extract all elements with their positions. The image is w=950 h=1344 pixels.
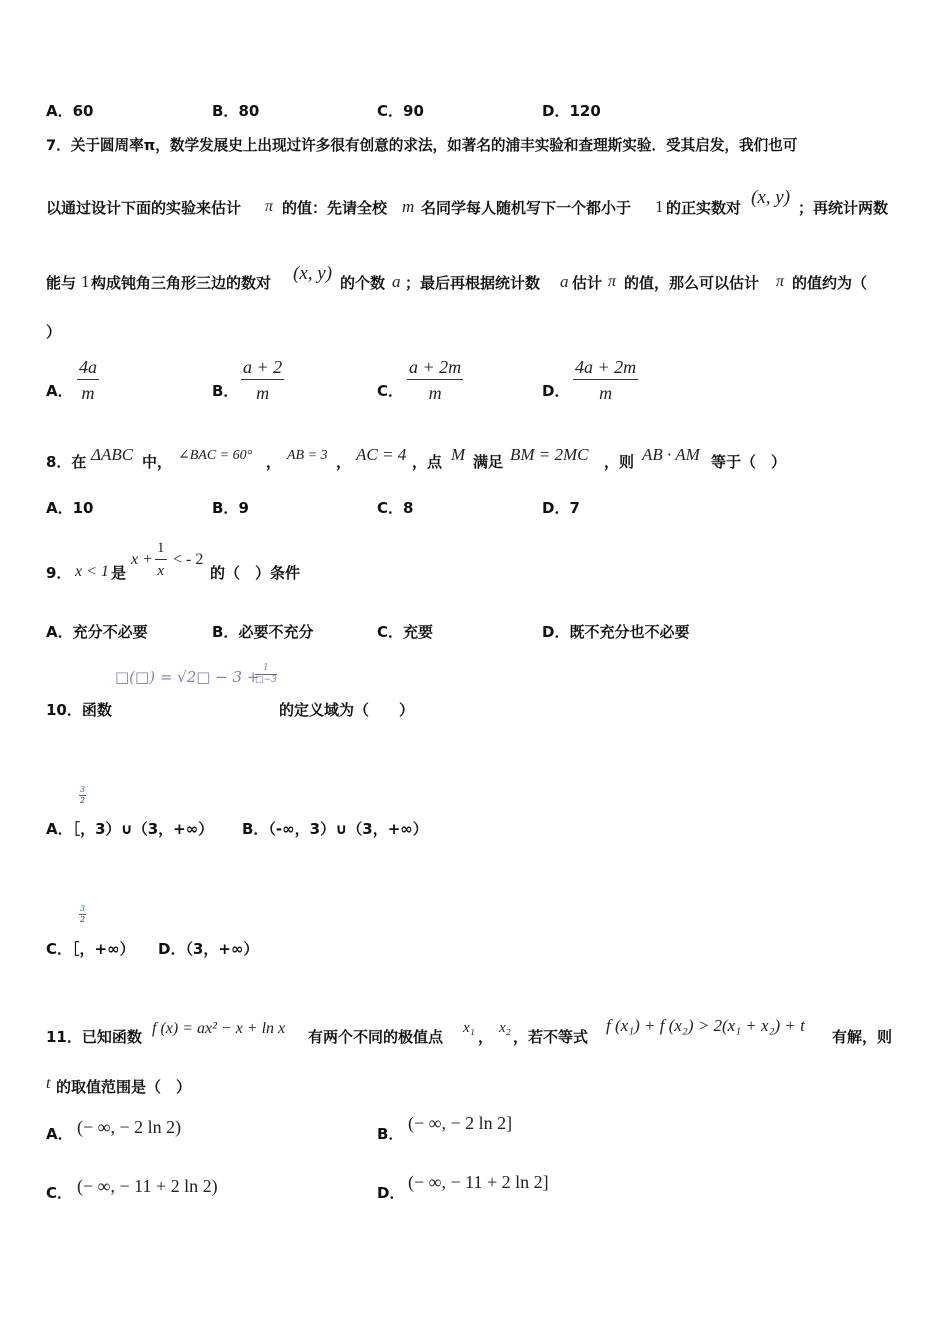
q7-line-2c: 名同学每人随机写下一个都小于 xyxy=(421,199,632,217)
q7-option-b-letter[interactable]: B． xyxy=(212,382,239,400)
q8-then: ，则 xyxy=(604,453,635,471)
q7-a: a xyxy=(392,272,401,291)
q7-line-3e: 估计 xyxy=(572,274,603,292)
q7-line-3c: 的个数 xyxy=(340,274,386,292)
q8-prefix: 8．在 xyxy=(46,453,87,471)
q10-option-b[interactable]: B．（-∞，3）∪（3，+∞） xyxy=(242,820,428,838)
q7-a-b: a xyxy=(560,272,569,291)
q7-option-d-letter[interactable]: D． xyxy=(542,382,570,400)
q10-prefix: 10．函数 xyxy=(46,701,112,719)
q8-condition: BM = 2MC xyxy=(510,445,589,464)
q7-line-3b: 构成钝角三角形三边的数对 xyxy=(91,274,272,292)
q7-line-1: 7．关于圆周率π，数学发展史上出现过许多很有创意的求法，如著名的浦丰实验和查理斯实验．受其启发，我们也可 xyxy=(46,137,798,154)
q7-option-a-letter[interactable]: A． xyxy=(46,382,73,400)
q7-pi-b: π xyxy=(608,273,617,290)
q10-option-c-fraction: 3 2 xyxy=(80,904,86,924)
q9-condition-1: x < 1 xyxy=(75,563,109,580)
q9-less-than: < - 2 xyxy=(173,551,204,568)
q6-option-a[interactable]: A．60 xyxy=(46,102,94,120)
q11-option-b-letter[interactable]: B． xyxy=(377,1125,404,1143)
q7-line-2e: ；再统计两数 xyxy=(798,199,889,217)
q7-line-2b: 的值：先请全校 xyxy=(282,199,388,217)
q7-line-3g: 的值约为（ xyxy=(792,274,868,292)
q9-option-d[interactable]: D．既不充分也不必要 xyxy=(542,623,690,641)
q11-inequality: f (x₁) + f (x₂) > 2(x₁ + x₂) + t xyxy=(606,1016,805,1035)
q11-comma: ， xyxy=(478,1028,494,1046)
q9-suffix: 的（ ）条件 xyxy=(210,564,301,582)
q10-suffix: 的定义域为（ ） xyxy=(279,701,415,719)
q7-m: m xyxy=(402,197,415,216)
q7-one-b: 1 xyxy=(81,272,90,291)
q8-option-a[interactable]: A．10 xyxy=(46,499,94,517)
q11-option-c[interactable]: (− ∞, − 11 + 2 ln 2) xyxy=(77,1176,218,1196)
q8-mid: 中， xyxy=(142,453,173,471)
q7-option-d-fraction[interactable]: $\frac{4a + 2m}{m}$ xyxy=(575,357,637,403)
q7-option-c-letter[interactable]: C． xyxy=(377,382,404,400)
q8-option-d[interactable]: D．7 xyxy=(542,499,580,517)
q8-comma-1: ， xyxy=(266,453,282,471)
q7-xy: (x, y) xyxy=(751,187,791,208)
q8-option-c[interactable]: C．8 xyxy=(377,499,414,517)
q8-satisfy: 满足 xyxy=(473,453,504,471)
q8-point: ，点 xyxy=(412,453,443,471)
q11-inequality-label: ，若不等式 xyxy=(513,1028,589,1046)
q6-option-b[interactable]: B．80 xyxy=(212,102,260,120)
q7-option-a-fraction[interactable]: $\frac{4a}{m}$ xyxy=(79,357,97,403)
q7-line-2a: 以通过设计下面的实验来估计 xyxy=(46,199,242,217)
q10-function-formula: □(□) = √2□ − 3 + xyxy=(115,668,260,686)
q7-pi-c: π xyxy=(776,273,785,290)
q10-option-a[interactable]: A．［，3）∪（3，+∞） xyxy=(46,820,214,838)
q10-formula-fraction: 1 □−3 xyxy=(255,663,277,685)
q11-option-d[interactable]: (− ∞, − 11 + 2 ln 2] xyxy=(408,1172,549,1192)
q7-xy-b: (x, y) xyxy=(293,263,333,284)
q9-fraction: $\frac{1}{x}$ xyxy=(157,540,165,579)
q10-option-c[interactable]: C．［，+∞） xyxy=(46,940,135,958)
q8-angle: ∠BAC = 60° xyxy=(178,448,253,463)
q9-x-plus: x + xyxy=(131,551,153,568)
q7-option-c-fraction[interactable]: $\frac{a + 2m}{m}$ xyxy=(409,357,462,403)
q9-option-c[interactable]: C．充要 xyxy=(377,623,434,641)
q7-one: 1 xyxy=(655,197,664,216)
q11-x2: x₂ xyxy=(499,1020,511,1036)
q11-t: t xyxy=(46,1075,51,1092)
q11-option-c-letter[interactable]: C． xyxy=(46,1184,73,1202)
q11-range: 的取值范围是（ ） xyxy=(56,1078,192,1096)
q11-option-b[interactable]: (− ∞, − 2 ln 2] xyxy=(408,1113,513,1133)
q7-line-3a: 能与 xyxy=(46,274,77,292)
q9-is: 是 xyxy=(111,564,127,582)
q11-option-d-letter[interactable]: D． xyxy=(377,1184,405,1202)
q8-ab: AB = 3 xyxy=(287,448,328,463)
q8-option-b[interactable]: B．9 xyxy=(212,499,249,517)
q10-option-d[interactable]: D．（3，+∞） xyxy=(158,940,259,958)
q8-triangle: ΔABC xyxy=(91,445,134,464)
q11-option-a-letter[interactable]: A． xyxy=(46,1125,73,1143)
q7-line-3d: ；最后再根据统计数 xyxy=(405,274,541,292)
q8-comma-2: ， xyxy=(336,453,352,471)
q11-has: 有两个不同的极值点 xyxy=(308,1028,444,1046)
q10-option-a-fraction: 3 2 xyxy=(80,785,86,805)
q9-option-a[interactable]: A．充分不必要 xyxy=(46,623,148,641)
q7-line-2d: 的正实数对 xyxy=(666,199,742,217)
q11-solvable: 有解，则 xyxy=(832,1028,893,1046)
q11-prefix: 11．已知函数 xyxy=(46,1028,142,1046)
q11-option-a[interactable]: (− ∞, − 2 ln 2) xyxy=(77,1117,182,1137)
q8-equals: 等于（ ） xyxy=(711,453,787,471)
q9-option-b[interactable]: B．必要不充分 xyxy=(212,623,314,641)
q9-prefix: 9． xyxy=(46,564,72,582)
q7-line-3f: 的值，那么可以估计 xyxy=(624,274,760,292)
q11-x1: x₁ xyxy=(463,1020,475,1036)
q8-ac: AC = 4 xyxy=(356,445,407,464)
q6-option-d[interactable]: D．120 xyxy=(542,102,601,120)
q8-dot-product: AB · AM xyxy=(642,445,700,464)
q11-function: f (x) = ax² − x + ln x xyxy=(152,1020,286,1037)
q6-option-c[interactable]: C．90 xyxy=(377,102,424,120)
q8-m-point: M xyxy=(451,445,466,464)
q7-line-4: ） xyxy=(46,323,62,341)
q7-pi: π xyxy=(265,198,274,215)
q7-option-b-fraction[interactable]: $\frac{a + 2}{m}$ xyxy=(243,357,283,403)
